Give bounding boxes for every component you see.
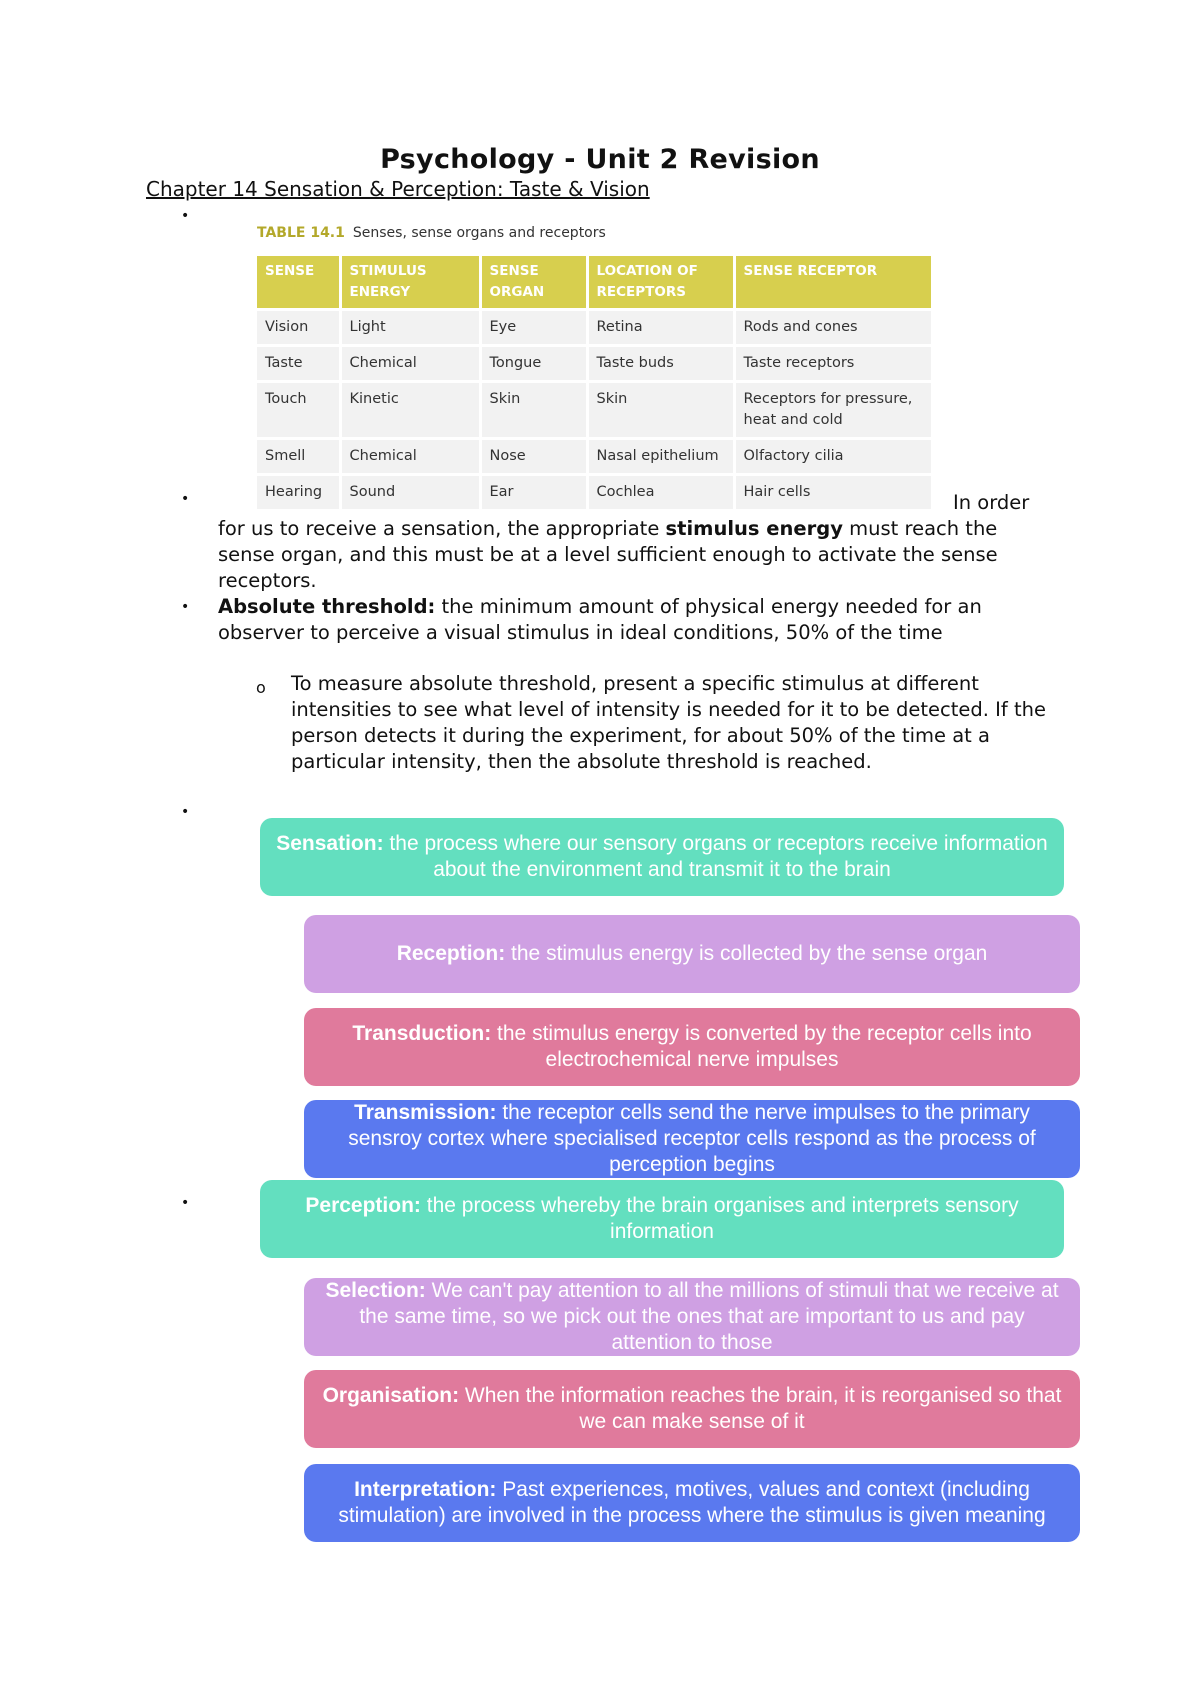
table-cell: Taste buds [587,346,734,382]
bullet: • [181,804,190,820]
box-text: the stimulus energy is collected by the sense organ [505,942,988,965]
box-term: Transduction: [352,1022,492,1045]
table-caption [257,225,606,241]
table-number: TABLE 14.1 [257,225,345,241]
box-term: Interpretation: [354,1478,497,1501]
bullet: • [181,1195,190,1211]
box-term: Selection: [325,1279,426,1302]
box-text: We can't pay attention to all the millions of stimuli that we receive at the same time, so we pick out the ones that are important to us and pay attention to those [359,1279,1059,1354]
table-cell: Rods and cones [734,310,931,346]
table-cell: Chemical [340,346,480,382]
table-cell: Taste receptors [734,346,931,382]
box-text: the receptor cells send the nerve impulses to the primary sensroy cortex where specialised receptor cells respond as the process of perception begins [348,1101,1036,1176]
box-term: Perception: [305,1194,421,1217]
interpretation-box [304,1464,1080,1542]
table-cell: Vision [257,310,340,346]
box-term: Reception: [396,942,506,965]
box-text: the process whereby the brain organises and interprets sensory information [420,1194,1019,1243]
table-cell: Smell [257,439,340,475]
table-cell: Nasal epithelium [587,439,734,475]
table-cell: Skin [587,382,734,439]
bullet: • [181,599,190,615]
table-cell: Eye [480,310,587,346]
header-stimulus-energy: STIMULUS ENERGY [340,256,480,310]
table-cell: Olfactory cilia [734,439,931,475]
stimulus-text-end: must reach the sense organ, and this must be at a level sufficient enough to activate the sense receptors. [218,517,998,592]
table-cell: Touch [257,382,340,439]
table-cell: Skin [480,382,587,439]
table-cell: Nose [480,439,587,475]
table-cell: Hair cells [734,475,931,510]
table-row [257,310,931,346]
box-term: Sensation: [276,832,384,855]
transduction-box [304,1008,1080,1086]
transmission-box [304,1100,1080,1178]
table-caption-text: Senses, sense organs and receptors [352,225,606,241]
threshold-measure-paragraph: To measure absolute threshold, present a specific stimulus at different intensities to see what level of intensity is needed for it to be detected. If the person detects it during the experiment, for about 50% of the time at a particular intensity, then the absolute threshold is reached. [291,672,1046,773]
table-row [257,346,931,382]
stimulus-energy-term: stimulus energy [665,517,843,540]
bullet: • [181,208,190,224]
page-title: Psychology - Unit 2 Revision [380,144,820,175]
organisation-box [304,1370,1080,1448]
table-cell: Receptors for pressure, heat and cold [734,382,931,439]
sub-bullet: o [256,678,266,697]
bullet: • [181,491,190,507]
table-header-row [257,256,931,310]
stimulus-text-start: In order for us to receive a sensation, the appropriate [218,491,1030,540]
table-cell: Kinetic [340,382,480,439]
header-sense: SENSE [257,256,340,310]
absolute-threshold-paragraph [218,594,1068,646]
table-cell: Hearing [257,475,340,510]
box-term: Transmission: [354,1101,497,1124]
table-cell: Taste [257,346,340,382]
header-sense-receptor: SENSE RECEPTOR [734,256,931,310]
sensation-box [260,818,1064,896]
box-term: Organisation: [322,1384,460,1407]
table-cell: Cochlea [587,475,734,510]
table-cell: Retina [587,310,734,346]
box-text: When the information reaches the brain, it is reorganised so that we can make sense of it [459,1384,1062,1433]
box-text: Past experiences, motives, values and context (including stimulation) are involved in the process where the stimulus is given meaning [338,1478,1046,1527]
absolute-threshold-definition: the minimum amount of physical energy needed for an observer to perceive a visual stimulus in ideal conditions, 50% of the time [218,595,982,644]
table-cell: Tongue [480,346,587,382]
table-row [257,382,931,439]
table-cell: Light [340,310,480,346]
senses-table [257,256,931,509]
header-location-of-receptors: LOCATION OF RECEPTORS [587,256,734,310]
stimulus-energy-paragraph [218,490,1053,594]
header-sense-organ: SENSE ORGAN [480,256,587,310]
box-text: the stimulus energy is converted by the receptor cells into electrochemical nerve impulses [491,1022,1032,1071]
table-cell: Sound [340,475,480,510]
perception-box [260,1180,1064,1258]
box-text: the process where our sensory organs or receptors receive information about the environment and transmit it to the brain [383,832,1048,881]
table-cell: Chemical [340,439,480,475]
chapter-subtitle: Chapter 14 Sensation & Perception: Taste & Vision [146,177,650,201]
selection-box [304,1278,1080,1356]
absolute-threshold-term: Absolute threshold: [218,595,436,618]
reception-box [304,915,1080,993]
table-cell: Ear [480,475,587,510]
table-row [257,439,931,475]
